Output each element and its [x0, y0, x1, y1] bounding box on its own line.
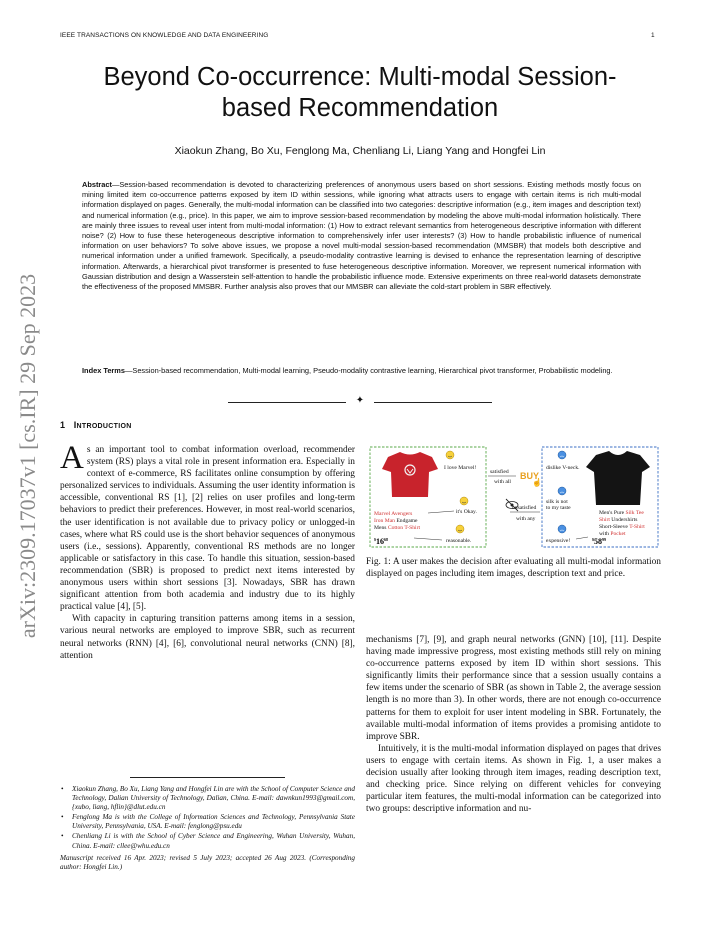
paper-authors: Xiaokun Zhang, Bo Xu, Fenglong Ma, Chenliang Li, Liang Yang and Hongfei Lin [174, 145, 546, 157]
paragraph: With capacity in capturing transition patterns among items in a session, various neural networks are employed to improve SBR, such as recurrent neural networks (RNN) [4], [6], convolutional neural networks (CNN) [8], attention [60, 614, 355, 661]
section-divider [228, 396, 492, 408]
svg-text:to my taste: to my taste [546, 505, 571, 511]
smiley-okay-icon [460, 497, 468, 505]
footnotes [60, 785, 355, 872]
abstract-text: —Session-based recommendation is devoted to characterizing preferences of anonymous users based on short sessions. Existing methods mostly focus on mining limited item co-occurrence patterns exposed by item ID within sessions, while ignoring what attracts users to engage with certain items is rich multi-modal information displayed on pages. Generally, the multi-modal information can be classified into two categories: descriptive information (e.g., item images and description text) and numerical information (e.g., price). In this paper, we aim to improve session-based recommendation by modeling the above multi-modal information holistically. There are mainly three issues to reveal user intent from multi-modal information: (1) How to extract relevant semantics from heterogeneous descriptive information with different noise? (2) How to fuse these heterogeneous descriptive information to comprehensively infer user interests? (3) How to handle probabilistic influence of numerical information on user behaviors? To solve above issues, we propose a novel multi-modal session-based recommendation (MMSBR) that models both descriptive and numerical information under a unified framework. Specifically, a pseudo-modality contrastive learning is devised to enhance the representation learning of descriptive information. Afterwards, a hierarchical pivot transformer is presented to fuse heterogeneous descriptive information. Moreover, we represent numerical information with Gaussian distribution and design a Wasserstein self-attention to handle the probabilistic influence mode. Extensive experiments on three real-world datasets demonstrate the effectiveness of the proposed MMSBR. Further analysis also proves that our MMSBR can alleviate the cold-start problem in SBR effectively. [82, 180, 641, 292]
paragraph [60, 440, 355, 613]
black-tshirt-image [586, 451, 650, 505]
manuscript-note: Manuscript received 16 Apr. 2023; revised 5 July 2023; accepted 26 Aug 2023. (Corresponding author: Hongfei Lin.) [60, 853, 355, 871]
figure-1 [366, 445, 662, 551]
right-item-line1: Men's Pure Silk Tee [599, 510, 644, 516]
arxiv-stamp [12, 256, 44, 656]
bubble-reasonable: reasonable. [446, 538, 472, 544]
label-with-all: with all [494, 479, 511, 485]
right-item-line2: Shirt Undershirts [599, 517, 638, 523]
footnote-item: • Fenglong Ma is with the College of Information Sciences and Technology, Pennsylvania State University, Pennsylvania, USA. E-mail: fenglong@psu.edu [72, 813, 355, 831]
section-title-first: I [73, 420, 77, 430]
section-title-rest: NTRODUCTION [76, 423, 132, 430]
abstract [82, 180, 641, 292]
paper-title: Beyond Co-occurrence: Multi-modal Session-based Recommendation [103, 63, 617, 122]
left-item-line1: Marvel Avengers [374, 511, 413, 517]
running-title: IEEE TRANSACTIONS ON KNOWLEDGE AND DATA ENGINEERING [60, 32, 269, 39]
red-tshirt-image [382, 452, 438, 497]
hand-icon: ☝ [532, 478, 542, 487]
smiley-love-icon [446, 451, 454, 459]
label-unsatisfied: unsatisfied [512, 505, 537, 511]
bubble-dislike: dislike V-neck. [546, 465, 580, 471]
bubble-okay: it's Okay. [456, 509, 477, 515]
right-item-line4: with Pocket [599, 531, 626, 537]
paragraph-text: s an important tool to combat information overload, recommender system (RS) plays a vital role in present information era. Especially in context of e-commerce, RS facilitates online consumption by offering personalized services to individuals. Assuming the user identity information is accessible, conventional RS [1], [2] relies on user profiles and long-term behaviors to predict their preferences. However, in most real-world scenarios, the user identification is not available due to privacy policy or unlogged-in cases, where what RS could use is the short behavior sequences of anonymous users (i.e., sessions). Apparently, conventional RS methods are no longer applicable or satisfactory in this case. To handle this situation, session-based recommendation (SBR) is proposed to predict next items interested by anonymous users within short sessions [3]. Nowadays, SBR has drawn significant attention from both academia and industry due to its highly practical value [4], [5]. [60, 445, 355, 613]
svg-text:Mens Cotton T-Shirt: Mens Cotton T-Shirt [374, 525, 421, 531]
sad-expensive-icon [558, 525, 566, 533]
label-satisfied: satisfied [490, 469, 509, 475]
section-heading [60, 420, 132, 430]
bubble-silk: silk is not [546, 499, 568, 505]
right-item-line3: Short-Sleeve T-Shirt [599, 524, 645, 530]
section-number: 1 [60, 420, 66, 430]
body-column-left [60, 440, 355, 662]
page-number: 1 [651, 32, 655, 39]
footnote-item: • Xiaokun Zhang, Bo Xu, Liang Yang and Hongfei Lin are with the School of Computer Science and Technology, Dalian University of Technology, Dalian, China. E-mail: dawnkun1993@gmail.com, {xubo, liang, hflin}@dlut.edu.cn [72, 785, 355, 812]
footnote-item: • Chenliang Li is with the School of Cyber Science and Engineering, Wuhan University, Wuhan, China. E-mail: cllee@whu.edu.cn [72, 832, 355, 850]
drop-cap: A [60, 440, 84, 476]
paragraph: mechanisms [7], [9], and graph neural networks (GNN) [10], [11]. Despite having made impressive progress, most existing methods still rely on mining co-occurrence patterns exposed by item ID within short sessions. This significantly limits their performance since that a session usually contains a few items under the scenario of SBR (as shown in Table 2, the average session length is no more than 3). In other words, there are not enough co-occurrence patterns for them to exploit for user intent modeling in SBR. Fortunately, the available multi-modal information of items provides a promising antidote to improve SBR. [366, 635, 661, 742]
paragraph: Intuitively, it is the multi-modal information displayed on pages that drives users to engage with certain items. As shown in Fig. 1, a user makes a decision usually after looking through item images, reading description text, and checking price. Since relying on different vehicles for conveying particular item features, the multi-modal information can be categorized into two groups: descriptive information and nu- [366, 743, 661, 815]
sad-silk-icon [558, 487, 566, 495]
left-item-line2: Iron Man Endgame [374, 518, 418, 524]
smiley-reasonable-icon [456, 525, 464, 533]
figure-caption: Fig. 1: A user makes the decision after evaluating all multi-modal information displayed on pages including item images, description text and price. [366, 557, 661, 580]
left-item-price: $1668 [374, 537, 388, 546]
arxiv-stamp-text: arXiv:2309.17037v1 [cs.IR] 29 Sep 2023 [15, 273, 40, 639]
index-terms-label: Index Terms [82, 366, 125, 375]
bubble-expensive: expensive! [546, 538, 571, 544]
abstract-label: Abstract [82, 180, 112, 189]
body-column-right [366, 634, 661, 815]
bubble-love: I love Marvel! [444, 465, 477, 471]
index-terms-text: —Session-based recommendation, Multi-modal learning, Pseudo-modality contrastive learning, Hierarchical pivot transformer, Probabilistic modeling. [125, 366, 613, 375]
footnote-rule [130, 777, 285, 778]
sad-dislike-icon [558, 451, 566, 459]
label-with-any: with any [516, 516, 536, 522]
buy-sign: BUY [520, 471, 540, 481]
right-item-price: $5899 [592, 537, 606, 546]
index-terms [82, 366, 641, 376]
divider-star-icon: ✦ [355, 395, 365, 406]
